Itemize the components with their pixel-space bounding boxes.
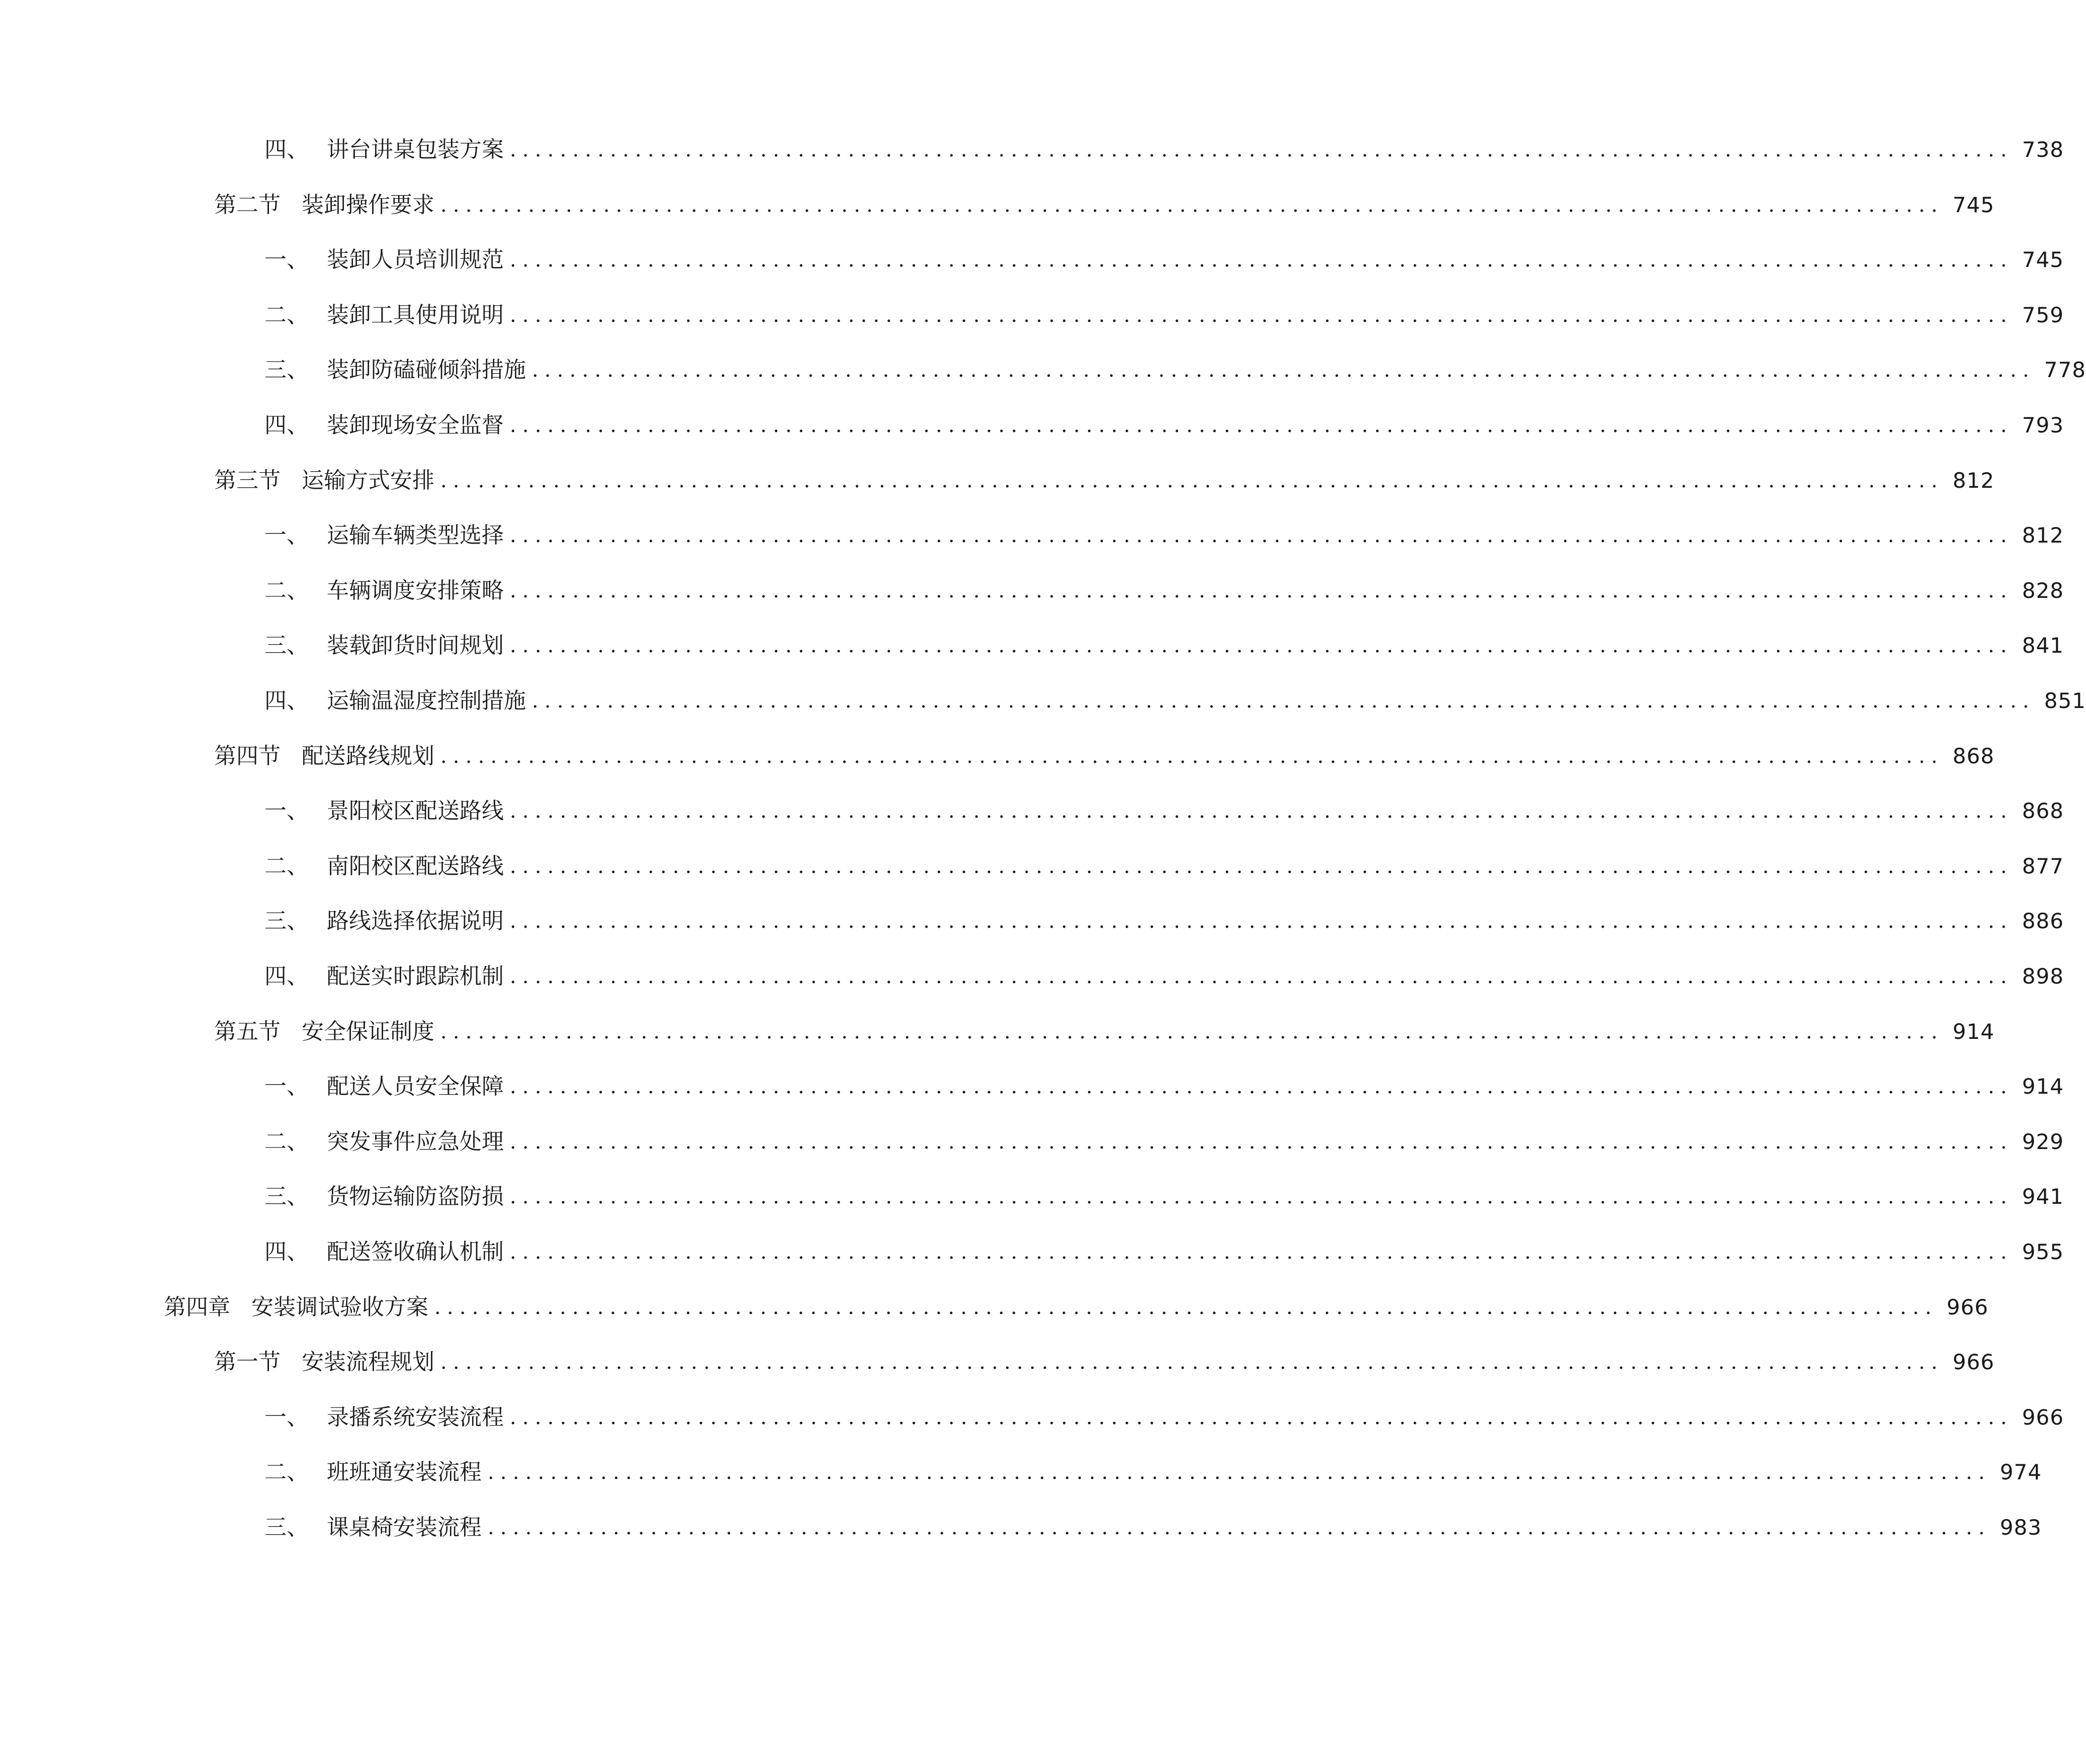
toc-entry-label — [264, 518, 504, 553]
toc-entry-title: 突发事件应急处理 — [327, 1129, 504, 1155]
toc-entry-label — [264, 352, 526, 388]
toc-entry[interactable] — [264, 132, 2064, 167]
toc-entry[interactable] — [264, 959, 2064, 994]
toc-entry-number: 三、 — [264, 908, 309, 934]
toc-entry-title: 车辆调度安排策略 — [327, 578, 504, 603]
toc-entry-label — [214, 463, 434, 498]
toc-entry-label — [264, 132, 504, 167]
toc-page-number: 929 — [2022, 1129, 2064, 1154]
toc-page-number: 966 — [2022, 1405, 2064, 1430]
toc-entry[interactable] — [264, 352, 2086, 388]
toc-entry-title: 装载卸货时间规划 — [327, 633, 504, 658]
toc-page-number: 812 — [1952, 468, 1994, 493]
toc-entry-number: 三、 — [264, 633, 309, 658]
toc-dot-leader: ........................................................................................................................ — [510, 800, 2013, 823]
toc-entry[interactable] — [264, 408, 2064, 443]
toc-entry-title: 配送人员安全保障 — [327, 1074, 504, 1099]
toc-entry-number: 四、 — [264, 688, 309, 714]
toc-dot-leader: ........................................................................................................................ — [510, 1130, 2013, 1154]
toc-dot-leader: ........................................................................................................................ — [510, 1406, 2013, 1429]
toc-entry-label — [264, 1510, 482, 1545]
toc-page-number: 793 — [2022, 413, 2064, 437]
toc-entry-number: 三、 — [264, 1515, 309, 1540]
toc-entry[interactable] — [264, 1124, 2064, 1160]
toc-entry-number: 三、 — [264, 357, 309, 383]
toc-entry[interactable] — [264, 1510, 2042, 1545]
toc-entry[interactable] — [264, 573, 2064, 608]
toc-entry-number: 一、 — [264, 798, 309, 824]
toc-entry-label — [264, 1455, 482, 1490]
toc-entry[interactable] — [264, 518, 2064, 553]
toc-entry-title: 运输方式安排 — [302, 468, 434, 493]
toc-entry-title: 装卸人员培训规范 — [327, 247, 504, 273]
toc-dot-leader: ........................................................................................................................ — [488, 1516, 1991, 1539]
toc-entry-number: 第四章 — [164, 1294, 230, 1320]
toc-entry-label — [264, 793, 504, 829]
toc-entry-label — [264, 904, 504, 939]
toc-entry[interactable] — [264, 683, 2086, 719]
toc-dot-leader: ........................................................................................................................ — [510, 414, 2013, 437]
toc-entry[interactable] — [264, 628, 2064, 663]
toc-page-number: 886 — [2022, 909, 2064, 933]
toc-entry-number: 二、 — [264, 853, 309, 879]
toc-entry-title: 景阳校区配送路线 — [327, 798, 504, 824]
toc-entry-label — [264, 849, 504, 884]
toc-dot-leader: ........................................................................................................................ — [510, 1075, 2013, 1098]
toc-entry[interactable] — [264, 849, 2064, 884]
toc-page-number: 778 — [2044, 358, 2086, 382]
toc-entry[interactable] — [264, 793, 2064, 829]
toc-dot-leader: ........................................................................................................................ — [510, 634, 2013, 657]
toc-entry-title: 装卸现场安全监督 — [327, 412, 504, 438]
toc-entry[interactable] — [264, 242, 2064, 278]
toc-page-number: 966 — [1952, 1350, 1994, 1374]
toc-entry-title: 装卸操作要求 — [302, 192, 434, 218]
toc-entry-label — [264, 573, 504, 608]
toc-entry-label — [264, 628, 504, 663]
toc-dot-leader: ........................................................................................................................ — [510, 1241, 2013, 1264]
toc-page-number: 898 — [2022, 964, 2064, 989]
toc-entry-title: 南阳校区配送路线 — [327, 853, 504, 879]
toc-page-number: 941 — [2022, 1184, 2064, 1209]
toc-dot-leader: ........................................................................................................................ — [532, 689, 2035, 713]
toc-entry-label — [264, 959, 504, 994]
toc-entry-number: 二、 — [264, 578, 309, 603]
toc-dot-leader: ........................................................................................................................ — [510, 579, 2013, 602]
toc-entry-label — [264, 242, 504, 278]
toc-entry-title: 录播系统安装流程 — [327, 1404, 504, 1430]
toc-entry-title: 课桌椅安装流程 — [327, 1515, 482, 1540]
toc-entry[interactable] — [264, 1179, 2064, 1214]
toc-entry-title: 班班通安装流程 — [327, 1459, 482, 1485]
toc-dot-leader: ........................................................................................................................ — [440, 1020, 1944, 1043]
toc-entry-label — [264, 1234, 504, 1270]
toc-entry[interactable] — [164, 1290, 1988, 1325]
toc-dot-leader: ........................................................................................................................ — [510, 910, 2013, 933]
toc-dot-leader: ........................................................................................................................ — [510, 248, 2013, 272]
toc-page-number: 868 — [2022, 799, 2064, 823]
toc-entry-title: 讲台讲桌包装方案 — [327, 137, 504, 162]
toc-dot-leader: ........................................................................................................................ — [440, 194, 1944, 217]
toc-entry-title: 配送签收确认机制 — [327, 1239, 504, 1265]
toc-entry-title: 安装调试验收方案 — [251, 1294, 428, 1320]
toc-entry[interactable] — [264, 904, 2064, 939]
toc-entry-label — [264, 1400, 504, 1435]
toc-entry-number: 二、 — [264, 1459, 309, 1485]
toc-dot-leader: ........................................................................................................................ — [440, 1351, 1944, 1374]
toc-entry-title: 配送路线规划 — [302, 743, 434, 769]
toc-entry-label — [214, 188, 434, 223]
toc-entry[interactable] — [214, 739, 1994, 774]
toc-entry-number: 二、 — [264, 1129, 309, 1155]
toc-dot-leader: ........................................................................................................................ — [510, 138, 2013, 161]
toc-entry-number: 第三节 — [214, 468, 281, 493]
toc-dot-leader: ........................................................................................................................ — [510, 965, 2013, 988]
toc-dot-leader: ........................................................................................................................ — [434, 1296, 1938, 1319]
toc-entry-label — [264, 1124, 504, 1160]
toc-entry[interactable] — [214, 188, 1994, 223]
toc-entry-number: 一、 — [264, 247, 309, 273]
toc-page-number: 841 — [2022, 633, 2064, 658]
toc-page-number: 914 — [1952, 1019, 1994, 1044]
toc-page-number: 812 — [2022, 523, 2064, 548]
toc-entry[interactable] — [214, 463, 1994, 498]
toc-entry-number: 四、 — [264, 1239, 309, 1265]
toc-entry-number: 第一节 — [214, 1349, 281, 1375]
toc-entry-label — [214, 1345, 434, 1380]
toc-page-number: 759 — [2022, 303, 2064, 327]
toc-page-number: 745 — [1952, 193, 1994, 217]
toc-entry[interactable] — [264, 1234, 2064, 1270]
toc-dot-leader: ........................................................................................................................ — [510, 304, 2013, 327]
toc-entry-label — [264, 298, 504, 333]
toc-entry-label — [214, 1014, 434, 1049]
toc-page-number: 974 — [2000, 1460, 2042, 1484]
toc-entry-number: 第四节 — [214, 743, 281, 769]
toc-entry-title: 货物运输防盗防损 — [327, 1184, 504, 1209]
toc-dot-leader: ........................................................................................................................ — [488, 1461, 1991, 1484]
toc-entry-title: 路线选择依据说明 — [327, 908, 504, 934]
toc-entry-number: 二、 — [264, 302, 309, 328]
toc-entry-label — [264, 1179, 504, 1214]
toc-entry-label — [264, 1069, 504, 1104]
toc-dot-leader: ........................................................................................................................ — [440, 469, 1944, 492]
toc-entry-label — [214, 739, 434, 774]
toc-entry-label — [164, 1290, 428, 1325]
toc-entry-title: 配送实时跟踪机制 — [327, 963, 504, 989]
toc-entry[interactable] — [214, 1014, 1994, 1049]
toc-page-number: 877 — [2022, 854, 2064, 878]
toc-page-number: 868 — [1952, 744, 1994, 768]
toc-entry-number: 四、 — [264, 963, 309, 989]
toc-entry[interactable] — [264, 1400, 2064, 1435]
toc-entry-title: 装卸防磕碰倾斜措施 — [327, 357, 526, 383]
toc-entry-number: 三、 — [264, 1184, 309, 1209]
toc-page-number: 828 — [2022, 578, 2064, 603]
toc-entry-number: 一、 — [264, 1074, 309, 1099]
toc-dot-leader: ........................................................................................................................ — [532, 359, 2035, 382]
toc-page-number: 983 — [2000, 1515, 2042, 1540]
toc-entry-title: 运输温湿度控制措施 — [327, 688, 526, 714]
toc-page-number: 738 — [2022, 137, 2064, 162]
toc-entry[interactable] — [264, 1455, 2042, 1490]
toc-page-number: 966 — [1946, 1295, 1988, 1319]
toc-entry-number: 一、 — [264, 1404, 309, 1430]
toc-entry-number: 四、 — [264, 137, 309, 162]
toc-page-number: 745 — [2022, 247, 2064, 272]
toc-dot-leader: ........................................................................................................................ — [440, 745, 1944, 768]
toc-entry-title: 运输车辆类型选择 — [327, 522, 504, 548]
toc-entry-number: 一、 — [264, 522, 309, 548]
toc-dot-leader: ........................................................................................................................ — [510, 855, 2013, 878]
toc-entry-number: 第二节 — [214, 192, 281, 218]
toc-entry-title: 安装流程规划 — [302, 1349, 434, 1375]
toc-entry[interactable] — [264, 1069, 2064, 1104]
toc-page-number: 914 — [2022, 1074, 2064, 1099]
toc-entry-number: 四、 — [264, 412, 309, 438]
toc-entry-title: 装卸工具使用说明 — [327, 302, 504, 328]
toc-entry[interactable] — [264, 298, 2064, 333]
toc-entry-label — [264, 408, 504, 443]
toc-page-number: 955 — [2022, 1240, 2064, 1264]
toc-dot-leader: ........................................................................................................................ — [510, 524, 2013, 547]
toc-dot-leader: ........................................................................................................................ — [510, 1185, 2013, 1208]
toc-page-number: 851 — [2044, 688, 2086, 713]
toc-entry-number: 第五节 — [214, 1019, 281, 1044]
toc-entry-title: 安全保证制度 — [302, 1019, 434, 1044]
toc-entry[interactable] — [214, 1345, 1994, 1380]
toc-entry-label — [264, 683, 526, 719]
